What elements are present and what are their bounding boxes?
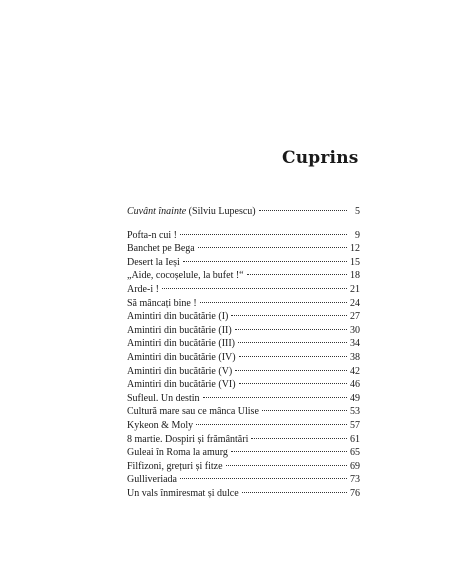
toc-entry-title: Amintiri din bucătărie (I) [127, 311, 229, 323]
toc-entry-title: Banchet pe Bega [127, 243, 195, 255]
toc-entry-page: 27 [350, 311, 360, 323]
toc-entry [127, 473, 360, 487]
dot-leader [262, 410, 347, 411]
dot-leader [239, 356, 347, 357]
dot-leader [196, 424, 347, 425]
toc-entry-page: 49 [350, 392, 360, 404]
toc-entry [127, 487, 360, 501]
toc-entry-title-italic: Cuvânt înainte [127, 206, 187, 217]
toc-entry [127, 392, 360, 406]
toc-entry-title: Filfizoni, grețuri și fitze [127, 460, 223, 472]
dot-leader [183, 261, 347, 262]
toc-entry [127, 283, 360, 297]
toc-entry-title: 8 martie. Dospiri și frământări [127, 433, 249, 445]
toc-entry-page: 76 [350, 487, 360, 499]
toc-entry [127, 365, 360, 379]
dot-leader [235, 329, 347, 330]
toc-entry-title: Amintiri din bucătărie (II) [127, 324, 232, 336]
dot-leader [203, 397, 348, 398]
dot-leader [226, 465, 347, 466]
toc-entry-page: 73 [350, 474, 360, 486]
toc-entry-page: 69 [350, 460, 360, 472]
toc-entry-page: 34 [350, 338, 360, 350]
dot-leader [200, 302, 347, 303]
toc-entry-title: Pofta-n cui ! [127, 229, 177, 241]
toc-entry-title: Amintiri din bucătărie (V) [127, 365, 233, 377]
toc-entry-page: 65 [350, 447, 360, 459]
toc-entry-intro [127, 205, 360, 219]
toc-entry [127, 337, 360, 351]
dot-leader [231, 451, 347, 452]
toc-entry-title: Guleai în Roma la amurg [127, 447, 228, 459]
toc-entry-page: 24 [350, 297, 360, 309]
toc-entries [127, 229, 360, 501]
toc-entry-page: 57 [350, 419, 360, 431]
toc-entry [127, 229, 360, 243]
toc-entry-title: „Aide, cocoșelule, la bufet !“ [127, 270, 244, 282]
toc-entry [127, 419, 360, 433]
toc-entry [127, 405, 360, 419]
dot-leader [231, 315, 347, 316]
dot-leader [251, 438, 347, 439]
toc-entry-page: 21 [350, 283, 360, 295]
dot-leader [238, 342, 347, 343]
table-of-contents [127, 205, 360, 500]
dot-leader [259, 210, 347, 211]
toc-entry [127, 269, 360, 283]
toc-entry-page: 53 [350, 406, 360, 418]
toc-entry-page: 12 [350, 243, 360, 255]
dot-leader [247, 274, 347, 275]
toc-entry-title: Să mâncați bine ! [127, 297, 197, 309]
toc-entry-title: Sufleul. Un destin [127, 392, 200, 404]
toc-entry-title: Kykeon & Moly [127, 419, 194, 431]
toc-entry [127, 324, 360, 338]
dot-leader [242, 492, 347, 493]
toc-entry-page: 15 [350, 256, 360, 268]
dot-leader [239, 383, 347, 384]
dot-leader [198, 247, 347, 248]
toc-gap [127, 219, 360, 229]
toc-entry-title: Amintiri din bucătărie (VI) [127, 379, 236, 391]
dot-leader [162, 288, 347, 289]
toc-entry-title [127, 205, 256, 219]
toc-entry-page: 61 [350, 433, 360, 445]
toc-entry-page: 46 [350, 379, 360, 391]
toc-entry [127, 433, 360, 447]
toc-entry-title-rest: (Silviu Lupescu) [186, 206, 256, 217]
toc-entry-title: Desert la Ieși [127, 256, 180, 268]
toc-entry-page: 9 [355, 229, 360, 241]
toc-entry-page: 42 [350, 365, 360, 377]
toc-entry [127, 351, 360, 365]
toc-entry-title: Arde-i ! [127, 283, 159, 295]
toc-entry-page: 18 [350, 270, 360, 282]
toc-entry-title: Gulliveriada [127, 474, 177, 486]
toc-entry-title: Amintiri din bucătărie (IV) [127, 351, 236, 363]
toc-entry-title: Cultură mare sau ce mânca Ulise [127, 406, 259, 418]
dot-leader [180, 234, 347, 235]
toc-entry [127, 242, 360, 256]
toc-entry-title: Un vals înmiresmat și dulce [127, 487, 239, 499]
toc-entry-page: 38 [350, 351, 360, 363]
toc-entry [127, 256, 360, 270]
toc-entry-page: 5 [355, 206, 360, 217]
toc-entry-title: Amintiri din bucătărie (III) [127, 338, 236, 350]
toc-entry [127, 378, 360, 392]
toc-entry-page: 30 [350, 324, 360, 336]
toc-entry [127, 446, 360, 460]
toc-entry [127, 460, 360, 474]
dot-leader [235, 370, 347, 371]
page-title: Cuprins [282, 148, 359, 168]
toc-entry [127, 297, 360, 311]
dot-leader [180, 478, 347, 479]
toc-entry [127, 310, 360, 324]
